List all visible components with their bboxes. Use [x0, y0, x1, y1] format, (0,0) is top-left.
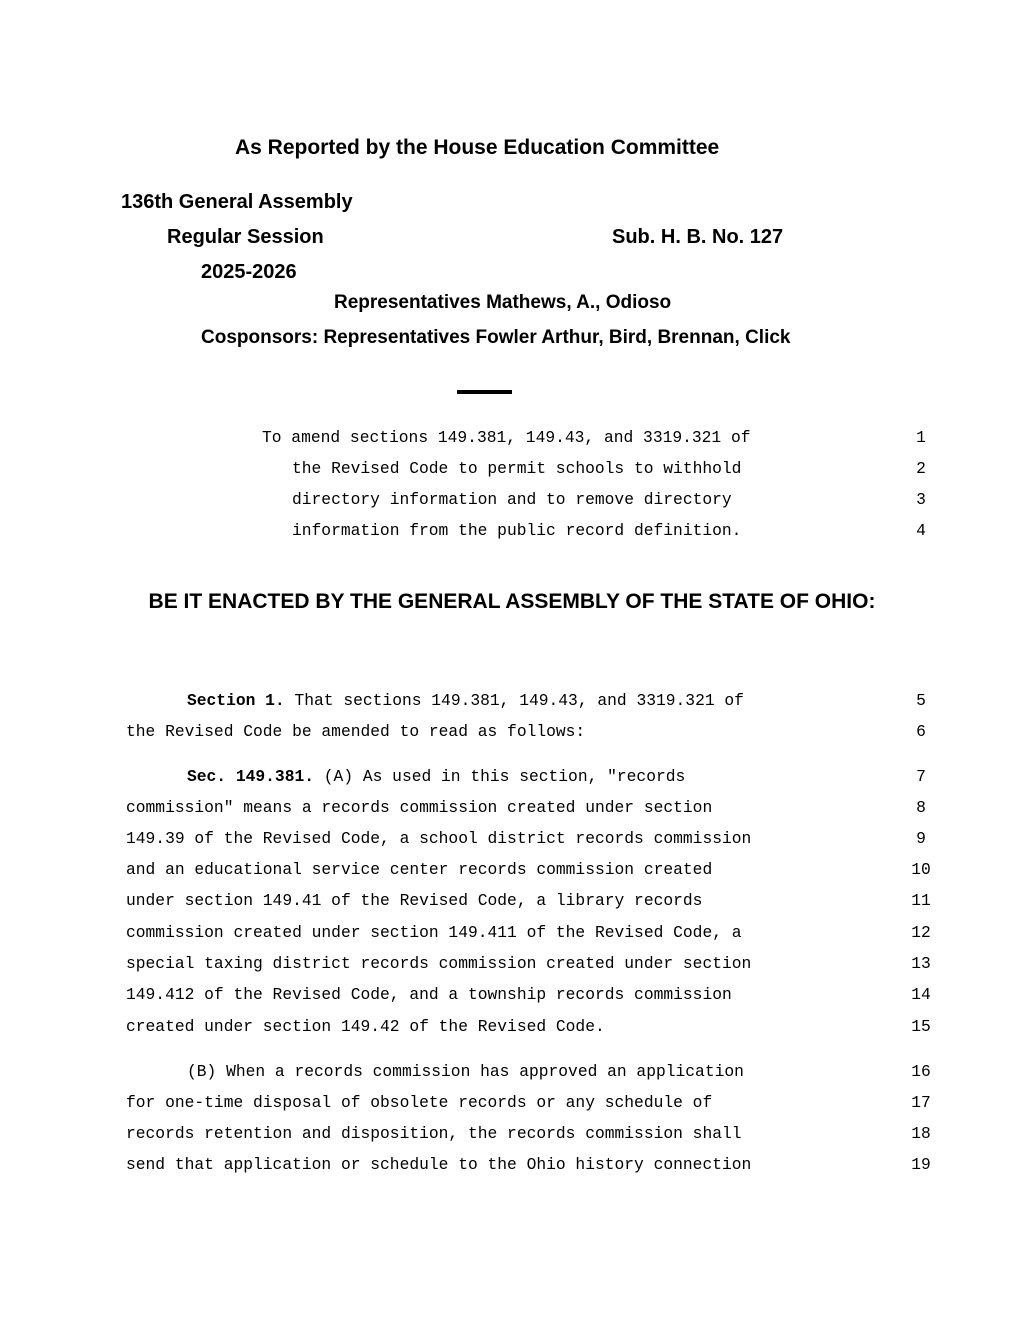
- body-line: and an educational service center records commission created: [126, 860, 713, 879]
- body-line: special taxing district records commission created under section: [126, 954, 752, 973]
- title-line-2: the Revised Code to permit schools to withhold: [292, 459, 742, 478]
- body-line: for one-time disposal of obsolete records or any schedule of: [126, 1093, 713, 1112]
- line-number-7: 7: [916, 767, 926, 786]
- line-number-10: 10: [911, 860, 931, 879]
- para-b-line-1: (B) When a records commission has approved an application: [187, 1062, 744, 1081]
- line-number-16: 16: [911, 1062, 931, 1081]
- line-number-2: 2: [916, 459, 926, 478]
- line-number-9: 9: [916, 829, 926, 848]
- session-years: 2025-2026: [201, 261, 297, 283]
- line-number-18: 18: [911, 1124, 931, 1143]
- sec-149-381-line-1: [187, 767, 685, 786]
- line-number-1: 1: [916, 428, 926, 447]
- line-number-5: 5: [916, 691, 926, 710]
- title-line-3: directory information and to remove directory: [292, 490, 732, 509]
- section-1-line-1: [187, 691, 744, 710]
- section-1-text: That sections 149.381, 149.43, and 3319.321 of: [284, 691, 744, 710]
- line-number-19: 19: [911, 1155, 931, 1174]
- body-line: 149.412 of the Revised Code, and a township records commission: [126, 985, 732, 1004]
- title-divider: [457, 390, 512, 394]
- bill-number: Sub. H. B. No. 127: [612, 226, 784, 248]
- section-1-heading: Section 1.: [187, 691, 285, 710]
- representatives-line: Representatives Mathews, A., Odioso: [334, 292, 672, 313]
- title-line-4: information from the public record definition.: [292, 521, 742, 540]
- cosponsors-line: Cosponsors: Representatives Fowler Arthur, Bird, Brennan, Click: [201, 327, 791, 348]
- line-number-4: 4: [916, 521, 926, 540]
- body-line: commission" means a records commission created under section: [126, 798, 713, 817]
- sec-149-381-text: (A) As used in this section, "records: [314, 767, 686, 786]
- body-line: records retention and disposition, the records commission shall: [126, 1124, 742, 1143]
- reported-by-heading: As Reported by the House Education Committee: [235, 136, 720, 159]
- body-line: commission created under section 149.411 of the Revised Code, a: [126, 923, 742, 942]
- line-number-14: 14: [911, 985, 931, 1004]
- enacting-clause: BE IT ENACTED BY THE GENERAL ASSEMBLY OF THE STATE OF OHIO:: [148, 590, 876, 613]
- session-label: Regular Session: [167, 226, 324, 248]
- line-number-6: 6: [916, 722, 926, 741]
- body-line: 149.39 of the Revised Code, a school district records commission: [126, 829, 752, 848]
- line-number-13: 13: [911, 954, 931, 973]
- line-number-8: 8: [916, 798, 926, 817]
- body-line: send that application or schedule to the Ohio history connection: [126, 1155, 752, 1174]
- line-number-15: 15: [911, 1017, 931, 1036]
- title-line-1: To amend sections 149.381, 149.43, and 3319.321 of: [262, 428, 751, 447]
- body-line: under section 149.41 of the Revised Code, a library records: [126, 891, 703, 910]
- general-assembly-label: 136th General Assembly: [121, 191, 353, 213]
- line-number-17: 17: [911, 1093, 931, 1112]
- line-number-3: 3: [916, 490, 926, 509]
- line-number-11: 11: [911, 891, 931, 910]
- sec-149-381-heading: Sec. 149.381.: [187, 767, 315, 786]
- section-1-line-2: the Revised Code be amended to read as follows:: [126, 722, 586, 741]
- body-line: created under section 149.42 of the Revised Code.: [126, 1017, 605, 1036]
- line-number-12: 12: [911, 923, 931, 942]
